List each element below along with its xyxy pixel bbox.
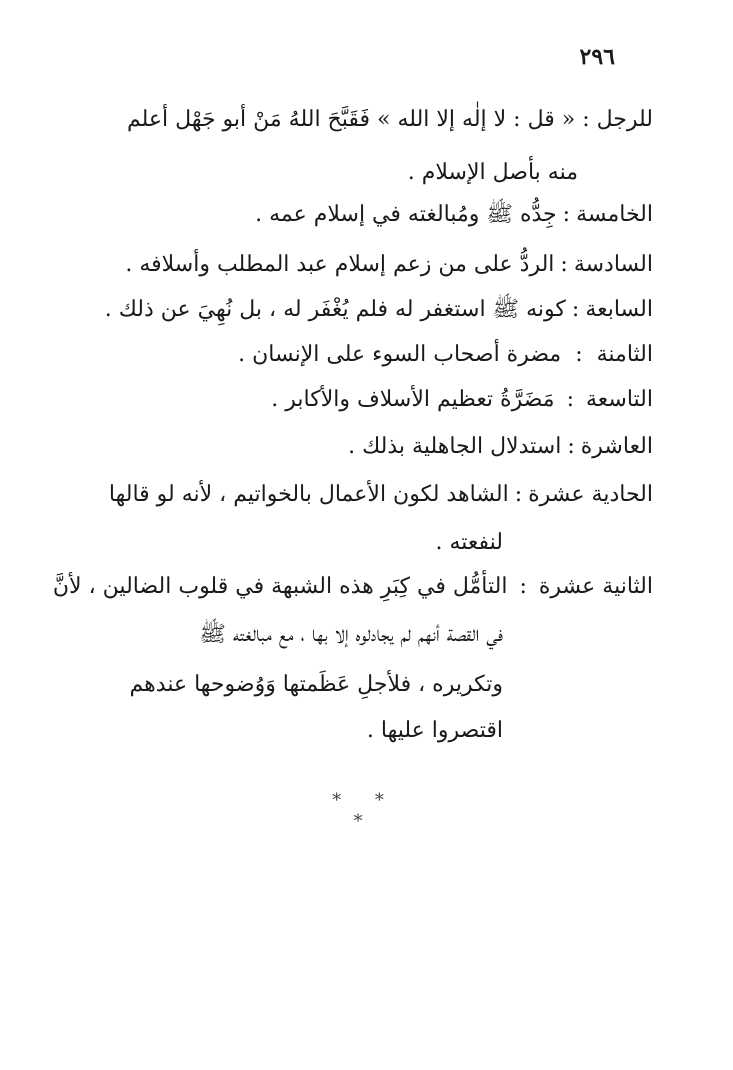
text-line-1 (53, 105, 653, 135)
item-seventh (105, 295, 653, 325)
text-line-13 (130, 670, 503, 700)
colon: : (567, 434, 575, 459)
line-text: وتكريره ، فلأجلِ عَظَمتها وَوُضوحها عندهم (129, 672, 503, 697)
item-twelfth (53, 572, 653, 602)
colon: : (562, 202, 571, 227)
line-text: في القصة أنهم لم يجادلوه إلا بها ، مع مبالغته ﷺ (199, 622, 503, 647)
item-eleventh (109, 480, 653, 510)
item-eighth (238, 340, 653, 370)
text-line-14 (367, 716, 503, 746)
line-text: اقتصروا عليها . (366, 718, 503, 743)
line-text: للرجل : « قل : لا إلٰه إلا الله » فَقَبَّحَ اللهُ مَنْ أبو جَهْل أعلم (127, 107, 653, 132)
colon: : (566, 387, 574, 412)
item-text: مَضَرَّةُ تعظيم الأسلاف والأكابر . (271, 387, 555, 412)
item-fifth (255, 200, 653, 230)
item-sixth (125, 250, 653, 280)
item-label: الثانية عشرة (538, 574, 653, 599)
text-line-10 (435, 528, 503, 558)
item-label: الخامسة (576, 202, 653, 227)
item-tenth (348, 432, 653, 462)
item-label: التاسعة (586, 387, 653, 412)
item-text: كونه ﷺ استغفر له فلم يُغْفَر له ، بل نُهِيَ عن ذلك . (104, 297, 566, 322)
text-line-12 (199, 620, 503, 650)
item-label: العاشرة (580, 434, 653, 459)
line-text: منه بأصل الإسلام . (407, 160, 578, 185)
item-label: الثامنة (596, 342, 653, 367)
item-label: السادسة (573, 252, 653, 277)
item-text: جِدُّه ﷺ ومُبالغته في إسلام عمه . (255, 202, 557, 227)
item-text: الردُّ على من زعم إسلام عبد المطلب وأسلافه . (125, 252, 555, 277)
line-text: لنفعته . (435, 530, 503, 555)
page-number: ٢٩٦ (579, 44, 615, 70)
item-text: مضرة أصحاب السوء على الإنسان . (238, 342, 562, 367)
item-text: استدلال الجاهلية بذلك . (348, 434, 562, 459)
colon: : (571, 297, 580, 322)
colon: : (519, 574, 527, 599)
colon: : (575, 342, 583, 367)
item-label: السابعة (585, 297, 653, 322)
colon: : (514, 482, 523, 507)
section-separator: * * * (332, 790, 398, 832)
item-text: التأمُّل في كِبَرِ هذه الشبهة في قلوب الضالين ، لأنَّ (52, 574, 508, 599)
item-text: الشاهد لكون الأعمال بالخواتيم ، لأنه لو قالها (108, 482, 509, 507)
text-line-2 (408, 158, 578, 188)
item-ninth (271, 385, 653, 415)
item-label: الحادية عشرة (528, 482, 653, 507)
colon: : (560, 252, 568, 277)
